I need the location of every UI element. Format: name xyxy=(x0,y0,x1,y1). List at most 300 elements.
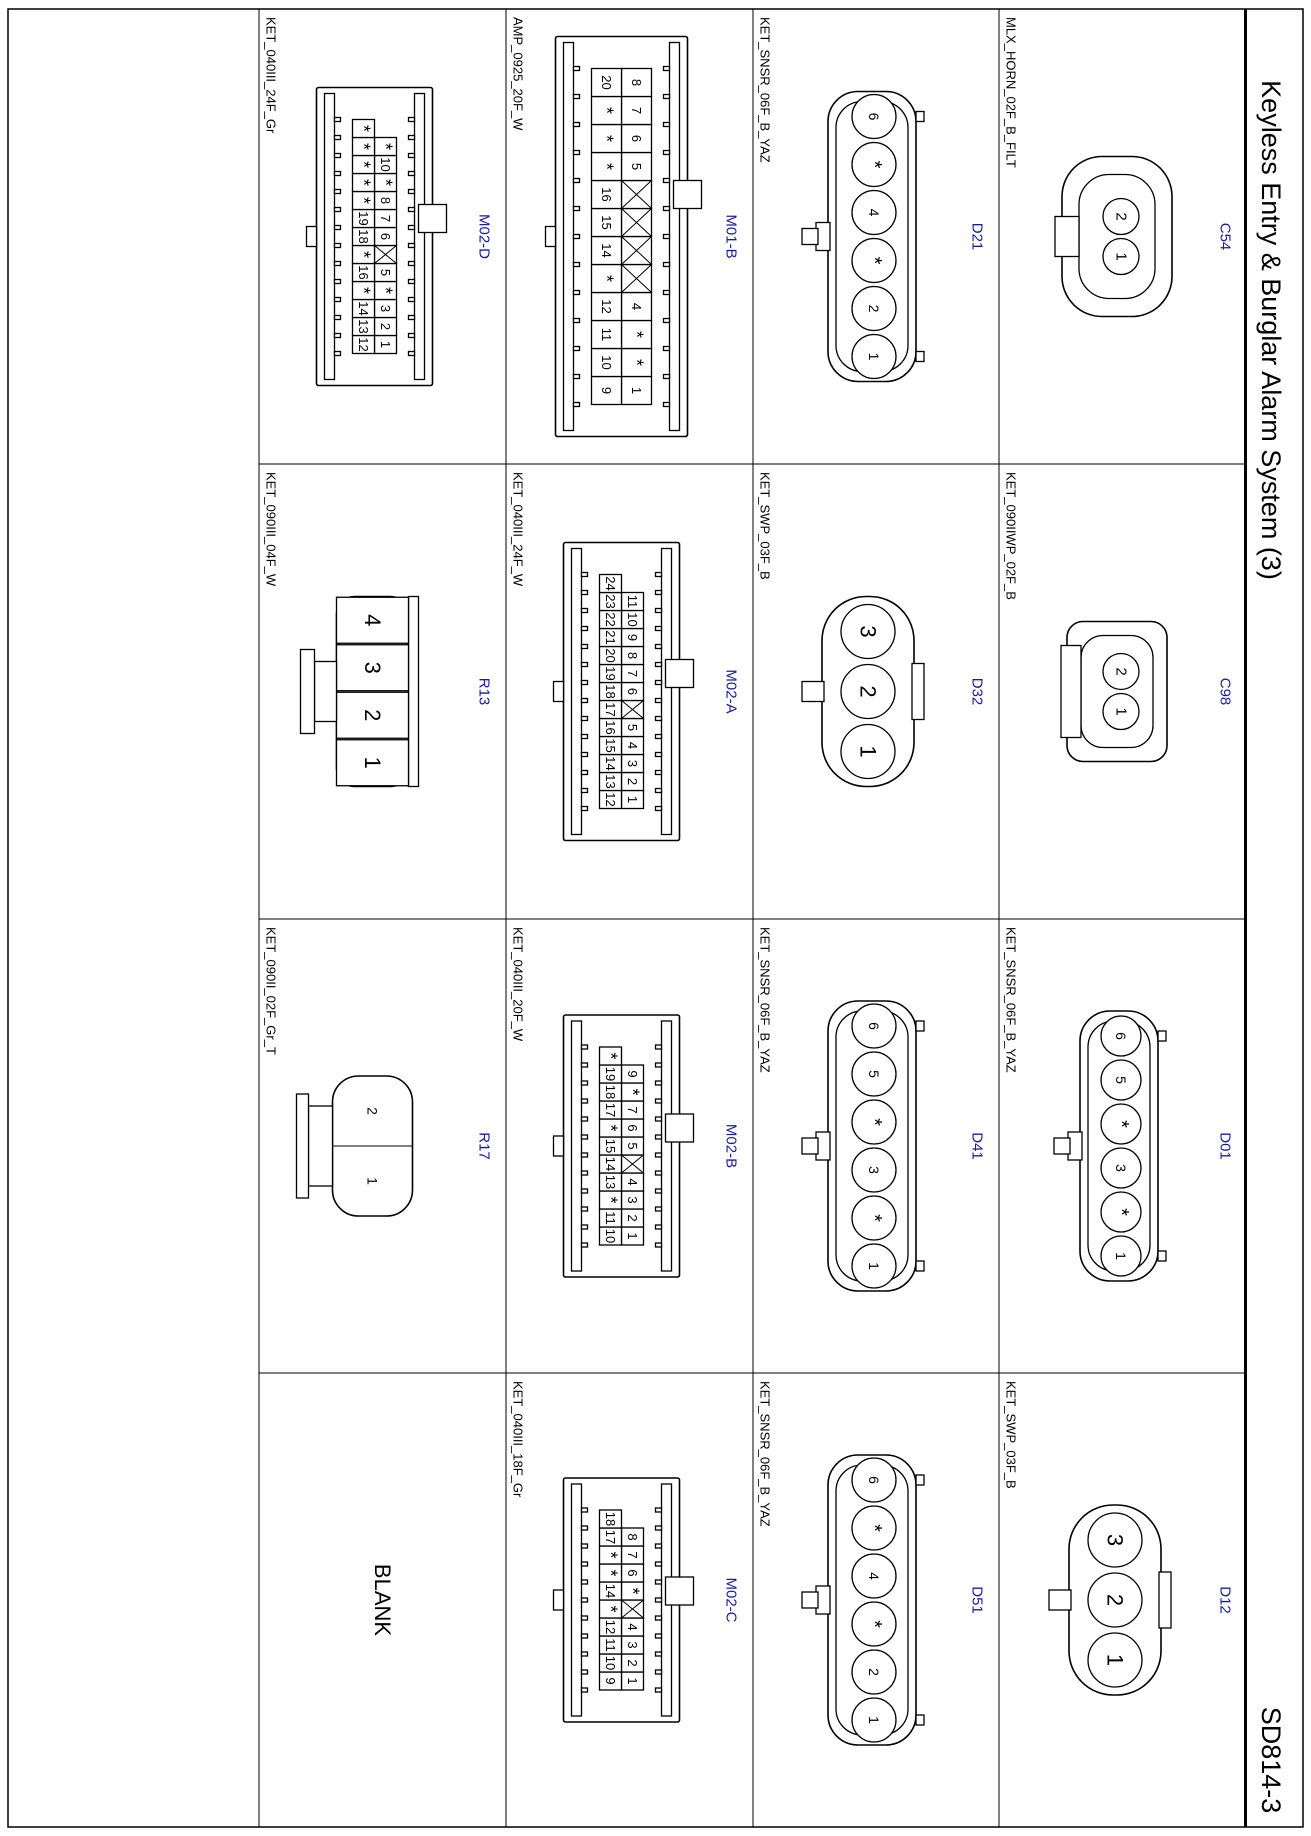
latch-tab xyxy=(802,682,824,702)
terminal-slot xyxy=(409,244,415,248)
pin-label: 2 xyxy=(625,1214,640,1222)
pin-label: 1 xyxy=(1112,252,1130,261)
connector-inner-housing xyxy=(1079,175,1155,299)
terminal-slot xyxy=(574,403,580,407)
pin-label: 9 xyxy=(603,1677,618,1685)
pin-label: 3 xyxy=(625,1196,640,1204)
latch-tab xyxy=(674,181,702,209)
pin-label: 1 xyxy=(1102,1653,1128,1667)
terminal-slot xyxy=(582,1045,588,1049)
terminal-slot xyxy=(656,1670,662,1674)
pin-label: * xyxy=(863,256,885,265)
terminal-slot xyxy=(656,1580,662,1584)
terminal-slot xyxy=(582,1652,588,1656)
side-rib xyxy=(916,1261,924,1271)
latch-bar xyxy=(297,1094,309,1198)
pin-label: 3 xyxy=(866,1166,882,1174)
housing-rail xyxy=(564,43,574,431)
pin-label: * xyxy=(626,358,647,367)
terminal-slot xyxy=(582,609,588,613)
pin-label: 6 xyxy=(378,232,393,241)
terminal-slot xyxy=(656,591,662,595)
terminal-slot xyxy=(335,190,341,194)
pin-label: 5 xyxy=(866,1070,882,1078)
terminal-slot xyxy=(656,1616,662,1620)
side-rib xyxy=(1158,1251,1166,1261)
pin-label: 5 xyxy=(625,723,640,732)
terminal-slot xyxy=(574,67,580,71)
terminal-slot xyxy=(656,1225,662,1229)
pin-label: 18 xyxy=(603,1511,618,1527)
pin-label: 24 xyxy=(603,576,618,591)
terminal-slot xyxy=(582,681,588,685)
connector-part-number: KET_090II_02F_Gr_T xyxy=(263,927,279,1055)
pin-label: 16 xyxy=(599,187,614,202)
terminal-slot xyxy=(335,154,341,158)
page-title: Keyless Entry & Burglar Alarm System (3) xyxy=(1256,80,1286,580)
terminal-slot xyxy=(582,1063,588,1067)
terminal-slot xyxy=(664,347,670,351)
pin-label: 5 xyxy=(625,1142,640,1150)
terminal-slot xyxy=(664,263,670,267)
pin-label: 13 xyxy=(603,774,618,789)
pin-label: 4 xyxy=(629,302,644,311)
pin-label: 8 xyxy=(625,651,640,660)
terminal-slot xyxy=(574,179,580,183)
pin-label: 1 xyxy=(866,1716,882,1724)
connector-name: C54 xyxy=(1216,222,1234,251)
terminal-slot xyxy=(335,244,341,248)
terminal-slot xyxy=(656,1243,662,1247)
connector-part-number: KET_SNSR_06F_B_YAZ xyxy=(757,927,773,1073)
pin-label: 4 xyxy=(625,741,640,750)
pin-label: 12 xyxy=(603,792,618,807)
pin-label: 21 xyxy=(603,630,618,645)
pin-label: 11 xyxy=(599,327,614,342)
terminal-slot xyxy=(409,280,415,284)
terminal-slot xyxy=(582,1634,588,1638)
terminal-slot xyxy=(582,1135,588,1139)
pin-label: 1 xyxy=(625,795,640,804)
terminal-slot xyxy=(582,1225,588,1229)
blank-cell-label: BLANK xyxy=(370,1563,395,1637)
terminal-slot xyxy=(574,263,580,267)
terminal-slot xyxy=(656,573,662,577)
housing-rail xyxy=(572,1484,582,1716)
terminal-slot xyxy=(656,771,662,775)
terminal-slot xyxy=(335,352,341,356)
pin-label: 12 xyxy=(603,1619,618,1635)
pin-label: * xyxy=(1110,1208,1132,1216)
connector-part-number: KET_040III_20F_W xyxy=(510,927,526,1042)
connector-part-number: KET_040III_18F_Gr xyxy=(510,1381,526,1498)
pin-label: 1 xyxy=(360,756,385,769)
pin-label: 8 xyxy=(629,78,644,87)
terminal-slot xyxy=(409,226,415,230)
pin-label: 1 xyxy=(625,1677,640,1685)
terminal-slot xyxy=(409,172,415,176)
pin-label: * xyxy=(353,160,374,169)
terminal-slot xyxy=(574,207,580,211)
terminal-slot xyxy=(582,1688,588,1692)
connector-name: C98 xyxy=(1216,677,1234,706)
pin-label: 5 xyxy=(378,268,393,277)
pin-label: 6 xyxy=(625,1124,640,1132)
side-rib xyxy=(916,112,924,122)
terminal-slot xyxy=(582,1099,588,1103)
pin-label: 2 xyxy=(1102,1593,1128,1607)
side-rib xyxy=(916,1021,924,1031)
pin-label: 2 xyxy=(360,709,385,722)
pin-label: 2 xyxy=(625,1659,640,1667)
pin-label: * xyxy=(600,1052,621,1060)
terminal-slot xyxy=(656,1189,662,1193)
terminal-slot xyxy=(656,1652,662,1656)
terminal-slot xyxy=(582,627,588,631)
terminal-slot xyxy=(656,735,662,739)
pin-label: 7 xyxy=(625,1551,640,1559)
connector-part-number: KET_090III_04F_W xyxy=(263,472,279,587)
pin-label: 14 xyxy=(603,1156,618,1172)
terminal-slot xyxy=(335,298,341,302)
pin-label: 14 xyxy=(603,756,618,771)
pin-label: * xyxy=(353,178,374,187)
latch-button xyxy=(1054,1138,1070,1154)
terminal-slot xyxy=(656,1045,662,1049)
title-bar-separator xyxy=(1244,9,1247,1827)
pin-label: * xyxy=(863,160,885,169)
latch-button xyxy=(802,229,818,245)
pin-label: * xyxy=(596,106,617,115)
terminal-slot xyxy=(335,280,341,284)
connector-name: D32 xyxy=(968,677,986,706)
bottom-key xyxy=(554,1590,564,1610)
terminal-slot xyxy=(335,208,341,212)
terminal-slot xyxy=(574,235,580,239)
pin-label: 2 xyxy=(855,685,881,698)
terminal-slot xyxy=(664,319,670,323)
terminal-slot xyxy=(664,207,670,211)
pin-label: 19 xyxy=(603,1066,618,1082)
pin-label: 13 xyxy=(603,1174,618,1190)
side-rib xyxy=(916,1475,924,1485)
pin-label: 10 xyxy=(603,1228,618,1244)
pin-label: 3 xyxy=(1113,1164,1129,1172)
latch-tab xyxy=(1061,646,1081,738)
connector-name: R17 xyxy=(475,1132,493,1160)
pin-label: 8 xyxy=(625,1533,640,1541)
terminal-slot xyxy=(582,1081,588,1085)
pin-label: 1 xyxy=(625,1232,640,1240)
terminal-slot xyxy=(574,375,580,379)
terminal-slot xyxy=(656,717,662,721)
terminal-slot xyxy=(656,1153,662,1157)
connector-part-number: KET_SWP_03F_B xyxy=(1003,1381,1019,1489)
pin-label: 7 xyxy=(629,106,644,115)
latch-tab xyxy=(419,205,447,233)
top-rib xyxy=(1159,1572,1171,1628)
pin-label: 17 xyxy=(603,1529,618,1545)
terminal-slot xyxy=(664,95,670,99)
terminal-slot xyxy=(656,1544,662,1548)
connector-name: D41 xyxy=(968,1132,986,1160)
pin-label: * xyxy=(626,330,647,339)
latch-bar xyxy=(301,650,315,734)
terminal-slot xyxy=(409,154,415,158)
pin-label: 15 xyxy=(603,738,618,753)
pin-label: 17 xyxy=(603,702,618,717)
terminal-slot xyxy=(409,334,415,338)
pin-label: 16 xyxy=(356,265,371,280)
pin-label: 3 xyxy=(625,759,640,768)
latch-tab xyxy=(1049,1590,1071,1610)
connector-part-number: MLX_HORN_02F_B_FILT xyxy=(1003,17,1019,168)
terminal-slot xyxy=(656,1063,662,1067)
top-rib xyxy=(912,664,924,720)
pin-label: 10 xyxy=(603,1655,618,1671)
pin-label: 1 xyxy=(378,340,393,349)
terminal-slot xyxy=(582,1562,588,1566)
terminal-slot xyxy=(574,123,580,127)
terminal-slot xyxy=(409,316,415,320)
pin-label: 3 xyxy=(855,625,881,638)
terminal-slot xyxy=(664,235,670,239)
housing-rail xyxy=(415,94,425,380)
terminal-slot xyxy=(582,1544,588,1548)
pin-label: 11 xyxy=(603,1211,618,1225)
connector-name: D21 xyxy=(968,222,986,251)
pin-label: * xyxy=(863,1620,885,1628)
connector-name: M02-A xyxy=(722,669,740,714)
pin-label: 19 xyxy=(356,211,371,226)
pin-label: 2 xyxy=(866,1668,882,1676)
pin-label: * xyxy=(596,134,617,143)
pin-label: 4 xyxy=(866,1572,882,1580)
terminal-slot xyxy=(574,319,580,323)
page-code: SD814-3 xyxy=(1256,1706,1286,1814)
pin-label: 19 xyxy=(603,666,618,681)
latch-tab xyxy=(666,660,694,688)
pin-label: * xyxy=(353,196,374,205)
terminal-slot xyxy=(574,95,580,99)
pin-label: 3 xyxy=(1102,1533,1128,1547)
pin-label: 1 xyxy=(1113,1252,1129,1260)
pin-label: 6 xyxy=(625,687,640,696)
terminal-slot xyxy=(582,573,588,577)
connector-name: R13 xyxy=(475,677,493,706)
pin-label: 14 xyxy=(603,1583,618,1599)
pin-label: 2 xyxy=(1112,667,1130,676)
terminal-slot xyxy=(335,172,341,176)
bottom-key xyxy=(554,1136,564,1156)
pin-label: 8 xyxy=(378,196,393,205)
pin-label: 4 xyxy=(866,208,882,217)
pin-label: * xyxy=(353,124,374,133)
pin-label: 1 xyxy=(364,1177,381,1185)
terminal-slot xyxy=(664,67,670,71)
pin-label: * xyxy=(600,1551,621,1559)
housing-rail xyxy=(572,549,582,835)
connector-part-number: KET_040III_24F_W xyxy=(510,472,526,587)
pin-label: 14 xyxy=(356,301,371,316)
terminal-slot xyxy=(335,118,341,122)
pin-label: 12 xyxy=(356,337,371,352)
terminal-slot xyxy=(409,262,415,266)
pin-label: * xyxy=(596,274,617,283)
housing-cap xyxy=(409,597,419,787)
pin-label: 2 xyxy=(1112,212,1130,221)
pin-label: * xyxy=(863,1118,885,1126)
terminal-slot xyxy=(656,663,662,667)
pin-label: * xyxy=(353,286,374,295)
pin-label: 1 xyxy=(855,745,881,758)
terminal-slot xyxy=(664,375,670,379)
terminal-slot xyxy=(409,208,415,212)
terminal-slot xyxy=(582,591,588,595)
pin-label: 12 xyxy=(599,299,614,314)
terminal-slot xyxy=(656,1171,662,1175)
pin-label: 6 xyxy=(1113,1032,1129,1040)
pin-label: 18 xyxy=(603,1084,618,1100)
pin-label: * xyxy=(600,1569,621,1577)
terminal-slot xyxy=(409,298,415,302)
pin-label: 3 xyxy=(378,304,393,313)
pin-label: 10 xyxy=(599,355,614,370)
terminal-slot xyxy=(409,190,415,194)
pin-label: 2 xyxy=(625,777,640,786)
terminal-slot xyxy=(582,645,588,649)
terminal-slot xyxy=(582,789,588,793)
pin-label: 1 xyxy=(629,386,644,395)
connector-part-number: KET_SNSR_06F_B_YAZ xyxy=(757,17,773,163)
terminal-slot xyxy=(582,1117,588,1121)
pin-label: 6 xyxy=(866,1476,882,1484)
terminal-slot xyxy=(582,735,588,739)
terminal-slot xyxy=(582,753,588,757)
connector-name: D51 xyxy=(968,1586,986,1614)
terminal-slot xyxy=(582,1207,588,1211)
pin-label: 13 xyxy=(356,319,371,334)
terminal-slot xyxy=(335,262,341,266)
terminal-slot xyxy=(656,1099,662,1103)
terminal-slot xyxy=(656,1598,662,1602)
housing-rail xyxy=(670,43,680,431)
terminal-slot xyxy=(574,347,580,351)
pin-label: 15 xyxy=(599,215,614,230)
terminal-slot xyxy=(664,179,670,183)
pin-label: * xyxy=(1110,1120,1132,1128)
pin-label: 9 xyxy=(625,633,640,642)
terminal-slot xyxy=(574,291,580,295)
terminal-slot xyxy=(656,807,662,811)
connector-name: D01 xyxy=(1216,1132,1234,1160)
latch-tab xyxy=(1055,217,1079,257)
terminal-slot xyxy=(656,681,662,685)
terminal-slot xyxy=(335,316,341,320)
connector-part-number: AMP_0925_20F_W xyxy=(510,17,526,131)
terminal-slot xyxy=(582,1508,588,1512)
terminal-slot xyxy=(335,226,341,230)
pin-label: 11 xyxy=(603,1638,618,1652)
pin-label: * xyxy=(600,1124,621,1132)
side-rib xyxy=(1158,1031,1166,1041)
pin-label: 5 xyxy=(629,162,644,171)
pin-label: 18 xyxy=(356,229,371,244)
pin-label: 4 xyxy=(360,614,385,627)
connector-name: M02-B xyxy=(722,1123,740,1169)
pin-label: 6 xyxy=(625,1569,640,1577)
terminal-slot xyxy=(582,771,588,775)
pin-label: 11 xyxy=(625,594,640,609)
pin-label: 4 xyxy=(625,1178,640,1186)
pin-label: * xyxy=(863,1214,885,1222)
connector-part-number: KET_SNSR_06F_B_YAZ xyxy=(757,1381,773,1527)
pin-label: * xyxy=(622,1088,643,1096)
connector-part-number: KET_090IIWP_02F_B xyxy=(1003,472,1019,600)
terminal-slot xyxy=(582,807,588,811)
terminal-slot xyxy=(656,627,662,631)
terminal-slot xyxy=(656,1508,662,1512)
terminal-slot xyxy=(582,1670,588,1674)
terminal-slot xyxy=(574,151,580,155)
terminal-slot xyxy=(582,1153,588,1157)
pin-label: 1 xyxy=(1112,707,1130,716)
latch-tab xyxy=(309,1106,333,1186)
pin-label: 7 xyxy=(625,1106,640,1114)
terminal-slot xyxy=(656,1526,662,1530)
terminal-slot xyxy=(409,352,415,356)
terminal-slot xyxy=(656,1117,662,1121)
pin-label: 2 xyxy=(866,304,882,313)
pin-label: 15 xyxy=(603,1138,618,1154)
pin-label: 9 xyxy=(599,386,614,395)
pin-label: 22 xyxy=(603,612,618,627)
terminal-slot xyxy=(582,1616,588,1620)
pin-label: * xyxy=(863,1524,885,1532)
housing-rail xyxy=(572,1021,582,1271)
terminal-slot xyxy=(656,609,662,613)
pin-label: 6 xyxy=(866,1022,882,1030)
pin-label: 2 xyxy=(378,322,393,331)
terminal-slot xyxy=(656,753,662,757)
pin-label: 5 xyxy=(1113,1076,1129,1084)
terminal-slot xyxy=(335,334,341,338)
pin-label: 9 xyxy=(625,1070,640,1078)
terminal-slot xyxy=(582,1580,588,1584)
terminal-slot xyxy=(656,789,662,793)
pin-label: * xyxy=(353,142,374,151)
terminal-slot xyxy=(656,1562,662,1566)
terminal-slot xyxy=(582,699,588,703)
terminal-slot xyxy=(582,1171,588,1175)
pin-label: 6 xyxy=(866,112,882,121)
terminal-slot xyxy=(335,136,341,140)
terminal-slot xyxy=(582,1598,588,1602)
latch-tab xyxy=(315,662,337,722)
latch-button xyxy=(802,1592,818,1608)
pin-label: * xyxy=(353,250,374,259)
pin-label: 20 xyxy=(599,75,614,90)
latch-button xyxy=(802,1138,818,1154)
terminal-slot xyxy=(582,1189,588,1193)
connector-part-number: KET_SNSR_06F_B_YAZ xyxy=(1003,927,1019,1073)
terminal-slot xyxy=(664,151,670,155)
pin-label: 18 xyxy=(603,684,618,699)
pin-label: 4 xyxy=(625,1623,640,1631)
terminal-slot xyxy=(656,1207,662,1211)
connector-inner-housing xyxy=(1081,636,1153,748)
housing-rail xyxy=(662,549,672,835)
